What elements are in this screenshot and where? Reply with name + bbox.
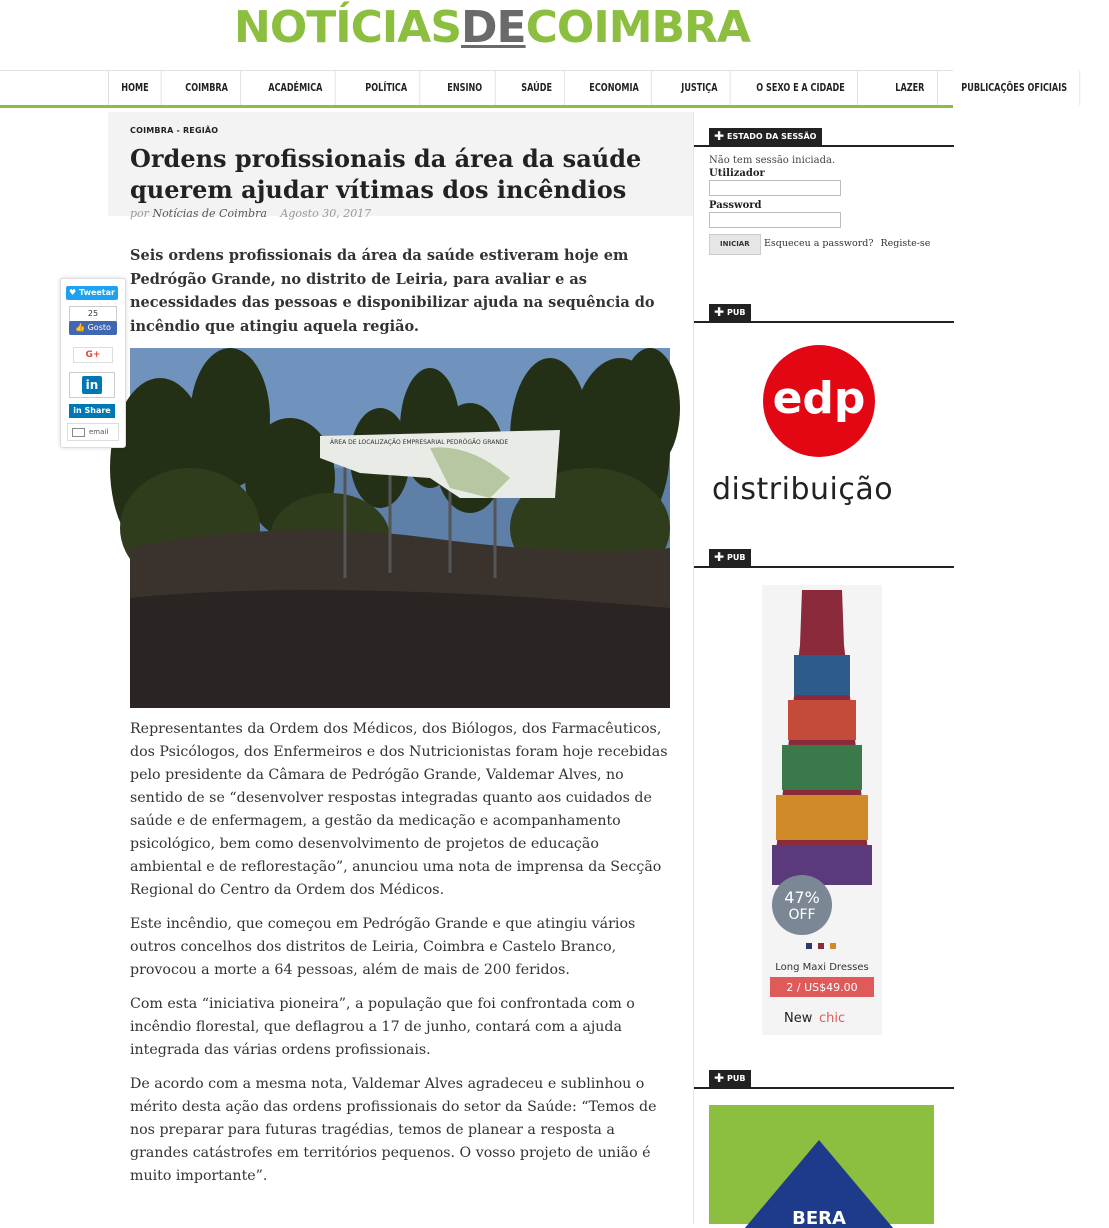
pub-widget-title-2: ✚ PUB [709, 549, 751, 566]
nav-item-ensino[interactable]: ENSINO [435, 71, 495, 105]
plus-icon: ✚ [714, 129, 725, 143]
plus-icon: ✚ [714, 550, 725, 564]
article-header [108, 112, 693, 220]
session-widget-title: ✚ ESTADO DA SESSÃO [709, 128, 822, 145]
discount-percent: 47% [784, 888, 820, 907]
site-logo[interactable] [0, 0, 953, 70]
product-name: Long Maxi Dresses [775, 962, 869, 973]
article-category[interactable]: COIMBRA - REGIÃO [130, 126, 219, 135]
main-navigation [0, 70, 1068, 108]
nav-item-justica[interactable]: JUSTIÇA [669, 71, 731, 105]
login-button[interactable]: INICIAR [709, 234, 761, 255]
article-photo [130, 348, 670, 708]
newchic-ad[interactable] [762, 585, 882, 1035]
nav-item-academica[interactable]: ACADÉMICA [256, 71, 336, 105]
linkedin-count-box[interactable] [69, 372, 115, 398]
pub-widget-title-1: ✚ PUB [709, 304, 751, 321]
edp-ad[interactable] [709, 338, 934, 516]
bera-logo-text: BERA [792, 1208, 846, 1228]
twitter-bird-icon: ♥ [69, 288, 77, 297]
article-lead: Seis ordens profissionais da área da saúde estiveram hoje em Pedrógão Grande, no distrito de Leiria, para avaliar e as necessidades das pessoas e disponibilizar ajuda na sequência do incêndio que atingiu aquela região. [130, 247, 655, 335]
article-paragraph-1: Representantes da Ordem dos Médicos, dos Biólogos, dos Farmacêuticos, dos Psicólogos, dos Enfermeiros e dos Nutricionistas foram hoje recebidas pelo presidente da Câmara de Pedrógão Grande, Valdemar Alves, no sentido de se “desenvolver respostas integradas quanto aos cuidados de saúde e de enfermagem, a gestão da medicação e acompanhamento psicológico, bem como desenvolvimento de projetos de educação ambiental e de reflorestação”, anunciou uma nota de imprensa da Secção Regional do Centro da Ordem dos Médicos. [130, 721, 668, 898]
sidebar [693, 112, 954, 1228]
photo-sign-text: ÁREA DE LOCALIZAÇÃO EMPRESARIAL PEDRÓGÃO GRANDE [330, 439, 509, 446]
login-links [764, 238, 930, 249]
nav-item-publicacoes[interactable]: PUBLICAÇÕES OFICIAIS [949, 71, 1080, 105]
nav-item-lazer[interactable]: LAZER [883, 71, 938, 105]
widget-divider [694, 1087, 954, 1089]
facebook-like-count: 25 [69, 306, 117, 322]
edp-tagline: distribuição [712, 472, 894, 507]
plus-icon: ✚ [714, 305, 725, 319]
article [108, 112, 693, 1199]
thumbs-up-icon: 👍 [75, 323, 86, 332]
edp-logo: edp [763, 345, 875, 457]
nav-item-sexo-cidade[interactable]: O SEXO E A CIDADE [744, 71, 858, 105]
article-body [108, 216, 693, 1188]
discount-off: OFF [788, 907, 816, 923]
bera-ad[interactable] [709, 1105, 934, 1228]
pub-widget-title-3: ✚ PUB [709, 1070, 751, 1087]
article-paragraph-4: De acordo com a mesma nota, Valdemar Alves agradeceu e sublinhou o mérito desta ação das ordens profissionais do setor da Saúde: “Temos de nos preparar para futuras tragédias, temos de planear a resposta a grandes catástrofes em territórios pequenos. O vosso projeto de união é muito importante”. [130, 1076, 657, 1184]
widget-divider [694, 566, 954, 568]
nav-item-coimbra[interactable]: COIMBRA [173, 71, 241, 105]
share-widget [60, 278, 126, 448]
session-status: Não tem sessão iniciada. [709, 155, 836, 166]
email-share-button[interactable]: email [67, 423, 119, 441]
password-label: Password [709, 200, 762, 211]
product-price: 2 / US$49.00 [786, 981, 858, 994]
nav-item-saude[interactable]: SAÚDE [509, 71, 565, 105]
widget-divider [694, 321, 954, 323]
byline-prefix: por [130, 207, 149, 220]
logo-part-de: DE [461, 2, 526, 53]
nav-item-home[interactable]: HOME [109, 71, 162, 105]
plus-icon: ✚ [714, 1071, 725, 1085]
logo-part-coimbra: COIMBRA [525, 2, 750, 53]
nav-item-economia[interactable]: ECONOMIA [577, 71, 652, 105]
article-paragraph-3: Com esta “iniciativa pioneira”, a população que foi confrontada com o incêndio florestal, que deflagrou a 17 de junho, contará com a ajuda integrada das várias ordens profissionais. [130, 996, 635, 1058]
article-paragraph-2: Este incêndio, que começou em Pedrógão Grande e que atingiu vários outros concelhos dos distritos de Leiria, Coimbra e Castelo Branco, provocou a morte a 64 pessoas, além de mais de 200 feridos. [130, 916, 636, 978]
widget-divider [694, 145, 954, 147]
article-author[interactable]: Notícias de Coimbra [152, 207, 267, 220]
linkedin-share-button[interactable]: in Share [69, 404, 115, 418]
newchic-brand-chic: chic [819, 1011, 846, 1026]
username-input[interactable] [709, 180, 841, 196]
forgot-password-link[interactable]: Esqueceu a password? [764, 238, 874, 249]
username-label: Utilizador [709, 168, 765, 179]
linkedin-icon: in [82, 376, 102, 394]
logo-text[interactable] [234, 2, 750, 53]
tweet-button[interactable]: ♥ Tweetar [66, 286, 118, 300]
article-date: Agosto 30, 2017 [280, 207, 372, 220]
newchic-brand-new: New [784, 1011, 813, 1026]
envelope-icon [72, 428, 85, 437]
logo-part-noticias: NOTÍCIAS [234, 2, 462, 53]
nav-item-politica[interactable]: POLÍTICA [353, 71, 420, 105]
login-form [709, 155, 949, 255]
article-title: Ordens profissionais da área da saúde querem ajudar vítimas dos incêndios [130, 144, 642, 204]
facebook-like-button[interactable]: 👍 Gosto [69, 321, 117, 335]
password-input[interactable] [709, 212, 841, 228]
register-link[interactable]: Registe-se [880, 238, 931, 249]
google-plus-button[interactable]: G+ [73, 347, 113, 363]
